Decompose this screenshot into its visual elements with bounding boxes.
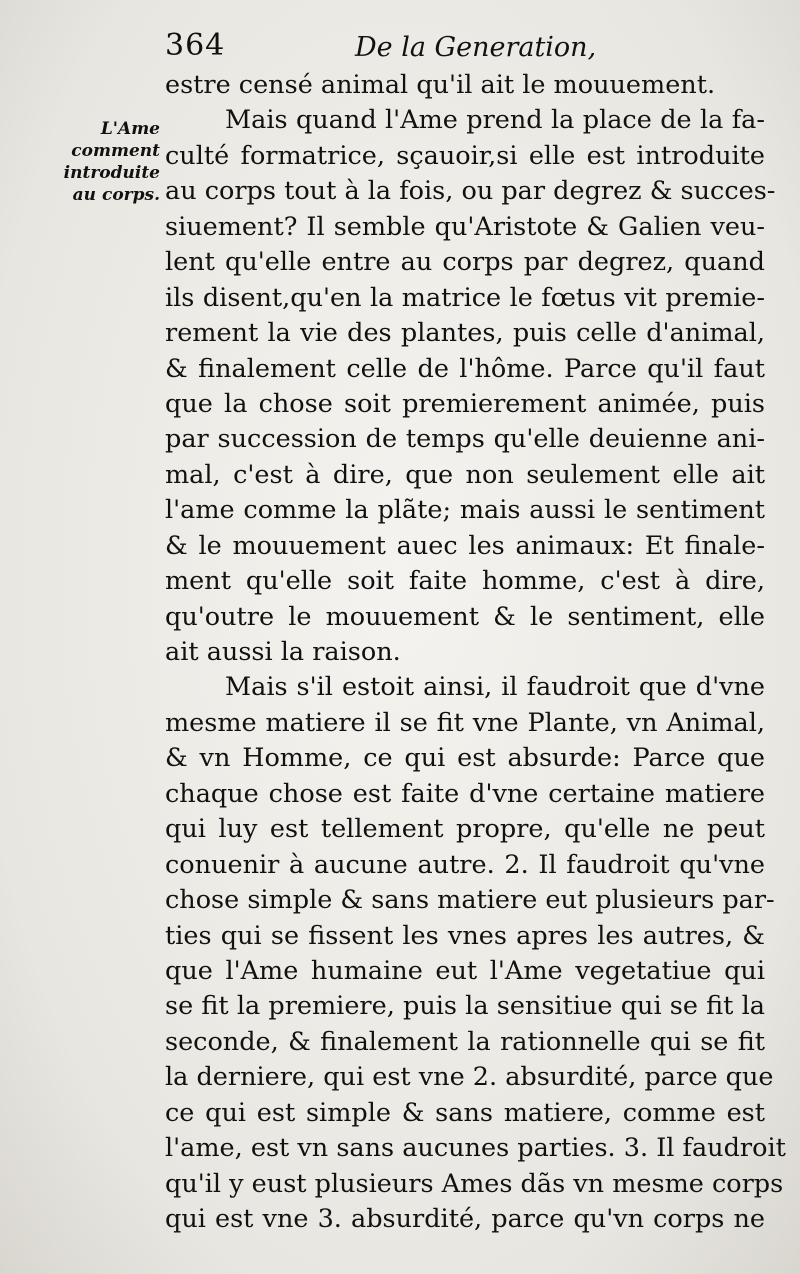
text-line: mal, c'est à dire, que non seulement elle ait: [165, 459, 765, 490]
text-line: l'ame comme la plãte; mais aussi le sentiment: [165, 495, 765, 526]
text-line: qui est vne 3. absurdité, parce qu'vn corps ne: [165, 1204, 765, 1234]
text-line: au corps tout à la fois, ou par degrez & succes-: [165, 176, 776, 207]
text-line: ment qu'elle soit faite homme, c'est à dire,: [165, 566, 765, 597]
text-line: seconde, & finalement la rationnelle qui se fit: [165, 1026, 765, 1057]
page-number: 364: [165, 28, 226, 63]
text-line: qui luy est tellement propre, qu'elle ne peut: [165, 814, 765, 845]
text-line: ce qui est simple & sans matiere, comme est: [165, 1097, 765, 1128]
text-line: ties qui se fissent les vnes apres les autres, &: [165, 920, 765, 951]
text-line: que la chose soit premierement animée, puis: [165, 388, 765, 419]
text-line: chose simple & sans matiere eut plusieurs par-: [165, 885, 775, 916]
text-line: se fit la premiere, puis la sensitiue qui se fit la: [165, 991, 765, 1022]
text-line: estre censé animal qu'il ait le mouuement.: [165, 70, 716, 100]
text-line: Mais quand l'Ame prend la place de la fa-: [225, 105, 765, 136]
running-head: [165, 28, 760, 72]
text-line: & le mouuement auec les animaux: Et finale-: [165, 530, 765, 561]
text-line: que l'Ame humaine eut l'Ame vegetatiue qui: [165, 955, 765, 986]
margin-note-line: introduite: [63, 163, 160, 183]
text-line: culté formatrice, sçauoir,si elle est introduite: [165, 140, 765, 171]
text-line: Mais s'il estoit ainsi, il faudroit que d'vne: [225, 672, 765, 703]
text-line: ait aussi la raison.: [165, 637, 401, 667]
text-line: lent qu'elle entre au corps par degrez, quand: [165, 247, 765, 278]
text-line: siuement? Il semble qu'Aristote & Galien veu-: [165, 211, 765, 242]
margin-note-line: au corps.: [72, 185, 160, 205]
text-line: & vn Homme, ce qui est absurde: Parce que: [165, 743, 765, 774]
text-line: qu'outre le mouuement & le sentiment, elle: [165, 601, 765, 632]
running-title: De la Generation,: [355, 32, 597, 63]
text-line: par succession de temps qu'elle deuienne ani-: [165, 424, 765, 455]
text-line: la derniere, qui est vne 2. absurdité, parce que: [165, 1062, 774, 1093]
margin-note-line: comment: [71, 141, 160, 161]
text-line: rement la vie des plantes, puis celle d'animal,: [165, 318, 765, 349]
text-line: l'ame, est vn sans aucunes parties. 3. Il faudroit: [165, 1133, 786, 1164]
text-line: mesme matiere il se fit vne Plante, vn Animal,: [165, 707, 765, 738]
text-line: & finalement celle de l'hôme. Parce qu'il faut: [165, 353, 765, 384]
margin-note: [60, 118, 160, 206]
body-text: [165, 68, 786, 1237]
text-line: ils disent,qu'en la matrice le fœtus vit premie-: [165, 282, 765, 313]
text-line: conuenir à aucune autre. 2. Il faudroit qu'vne: [165, 849, 765, 880]
text-line: qu'il y eust plusieurs Ames dãs vn mesme corps: [165, 1168, 784, 1199]
text-line: chaque chose est faite d'vne certaine matiere: [165, 778, 765, 809]
margin-note-line: L'Ame: [100, 119, 160, 139]
